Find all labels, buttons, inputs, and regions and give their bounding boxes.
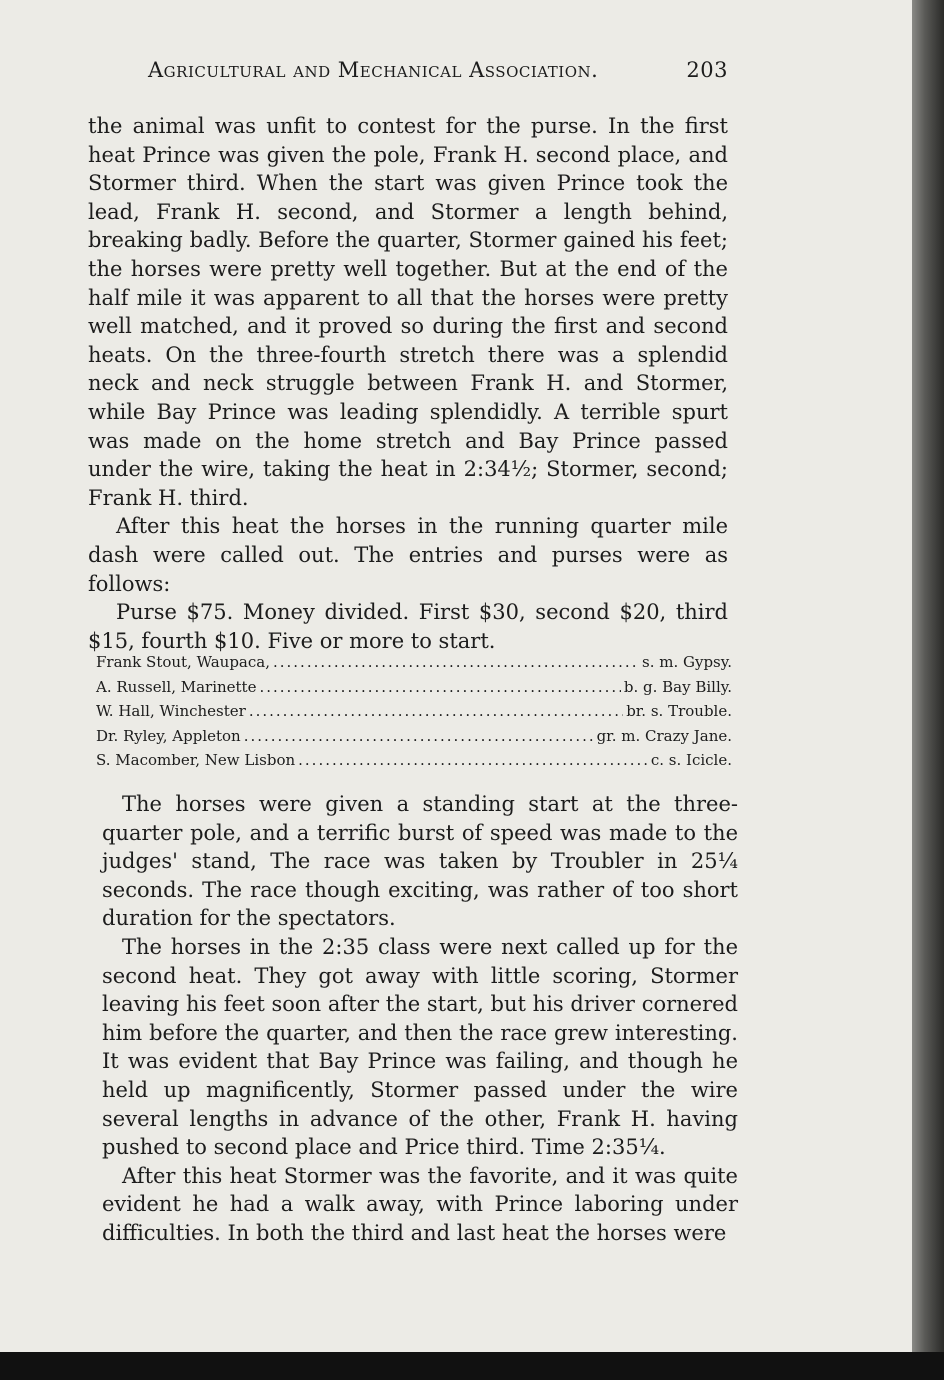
scan-border [0, 1352, 944, 1380]
entry-owner: Dr. Ryley, Appleton [96, 726, 241, 745]
entry-owner: S. Macomber, New Lisbon [96, 751, 296, 770]
running-title: Agricultural and Mechanical Association. [148, 58, 599, 82]
entry-owner: W. Hall, Winchester [96, 702, 246, 721]
paragraph: the animal was unfit to contest for the purse. In the first heat Prince was given the pole, Frank H. second place, and Stormer third. When the start was given Prince took the lead, Frank H. second, and Stormer a length behind, breaking badly. Before the quarter, Stormer gained his feet; the horses were pretty well together. But at the end of the half mile it was apparent to all that the horses were pretty well matched, and it proved so during the first and second heats. On the three-fourth stretch there was a splendid neck and neck struggle between Frank H. and Stormer, while Bay Prince was leading splendidly. A terrible spurt was made on the home stretch and Bay Prince passed under the wire, taking the heat in 2:34½; Stormer, second; Frank H. third. [88, 114, 728, 510]
leader-dots [298, 748, 648, 773]
leader-dots [259, 675, 620, 700]
leader-dots [244, 724, 594, 749]
entry-horse: gr. m. Crazy Jane. [596, 726, 732, 745]
paragraph: The horses in the 2:35 class were next called up for the second heat. They got away with little scoring, Stormer leaving his feet soon after the start, but his driver cornered him before the quarter, and then the race grew interesting. It was evident that Bay Prince was failing, and though he held up magnificently, Stormer passed under the wire several lengths in advance of the other, Frank H. having pushed to second place and Price third. Time 2:35¼. [102, 934, 738, 1160]
entry-owner: A. Russell, Marinette [96, 677, 257, 696]
page-number: 203 [686, 58, 728, 82]
entry-row [96, 650, 732, 675]
paragraph: Purse $75. Money divided. First $30, second $20, third $15, fourth $10. Five or more to start. [88, 600, 728, 653]
body-text-top [88, 112, 728, 655]
entry-horse: c. s. Icicle. [650, 751, 732, 770]
entry-owner: Frank Stout, Waupaca, [96, 653, 270, 671]
book-spine [912, 0, 944, 1352]
leader-dots [273, 650, 639, 675]
entry-row [96, 675, 732, 700]
entry-horse: b. g. Bay Billy. [623, 677, 732, 696]
entry-row [96, 724, 732, 749]
entry-horse: s. m. Gypsy. [642, 653, 732, 671]
leader-dots [249, 699, 623, 724]
entry-horse: br. s. Trouble. [626, 702, 732, 721]
paragraph: The horses were given a standing start at the three-quarter pole, and a terrific burst of speed was made to the judges' stand, The race was taken by Troubler in 25¼ seconds. The race though exciting, was rather of too short duration for the spectators. [102, 792, 738, 931]
entries-list [96, 650, 732, 773]
running-header [148, 58, 728, 82]
paragraph: After this heat the horses in the running quarter mile dash were called out. The entries and purses were as follows: [88, 514, 728, 596]
paragraph: After this heat Stormer was the favorite, and it was quite evident he had a walk away, with Prince laboring under difficulties. In both the third and last heat the horses were [102, 1163, 738, 1245]
entry-row [96, 699, 732, 724]
entry-row [96, 748, 732, 773]
body-text-bottom [102, 790, 738, 1248]
